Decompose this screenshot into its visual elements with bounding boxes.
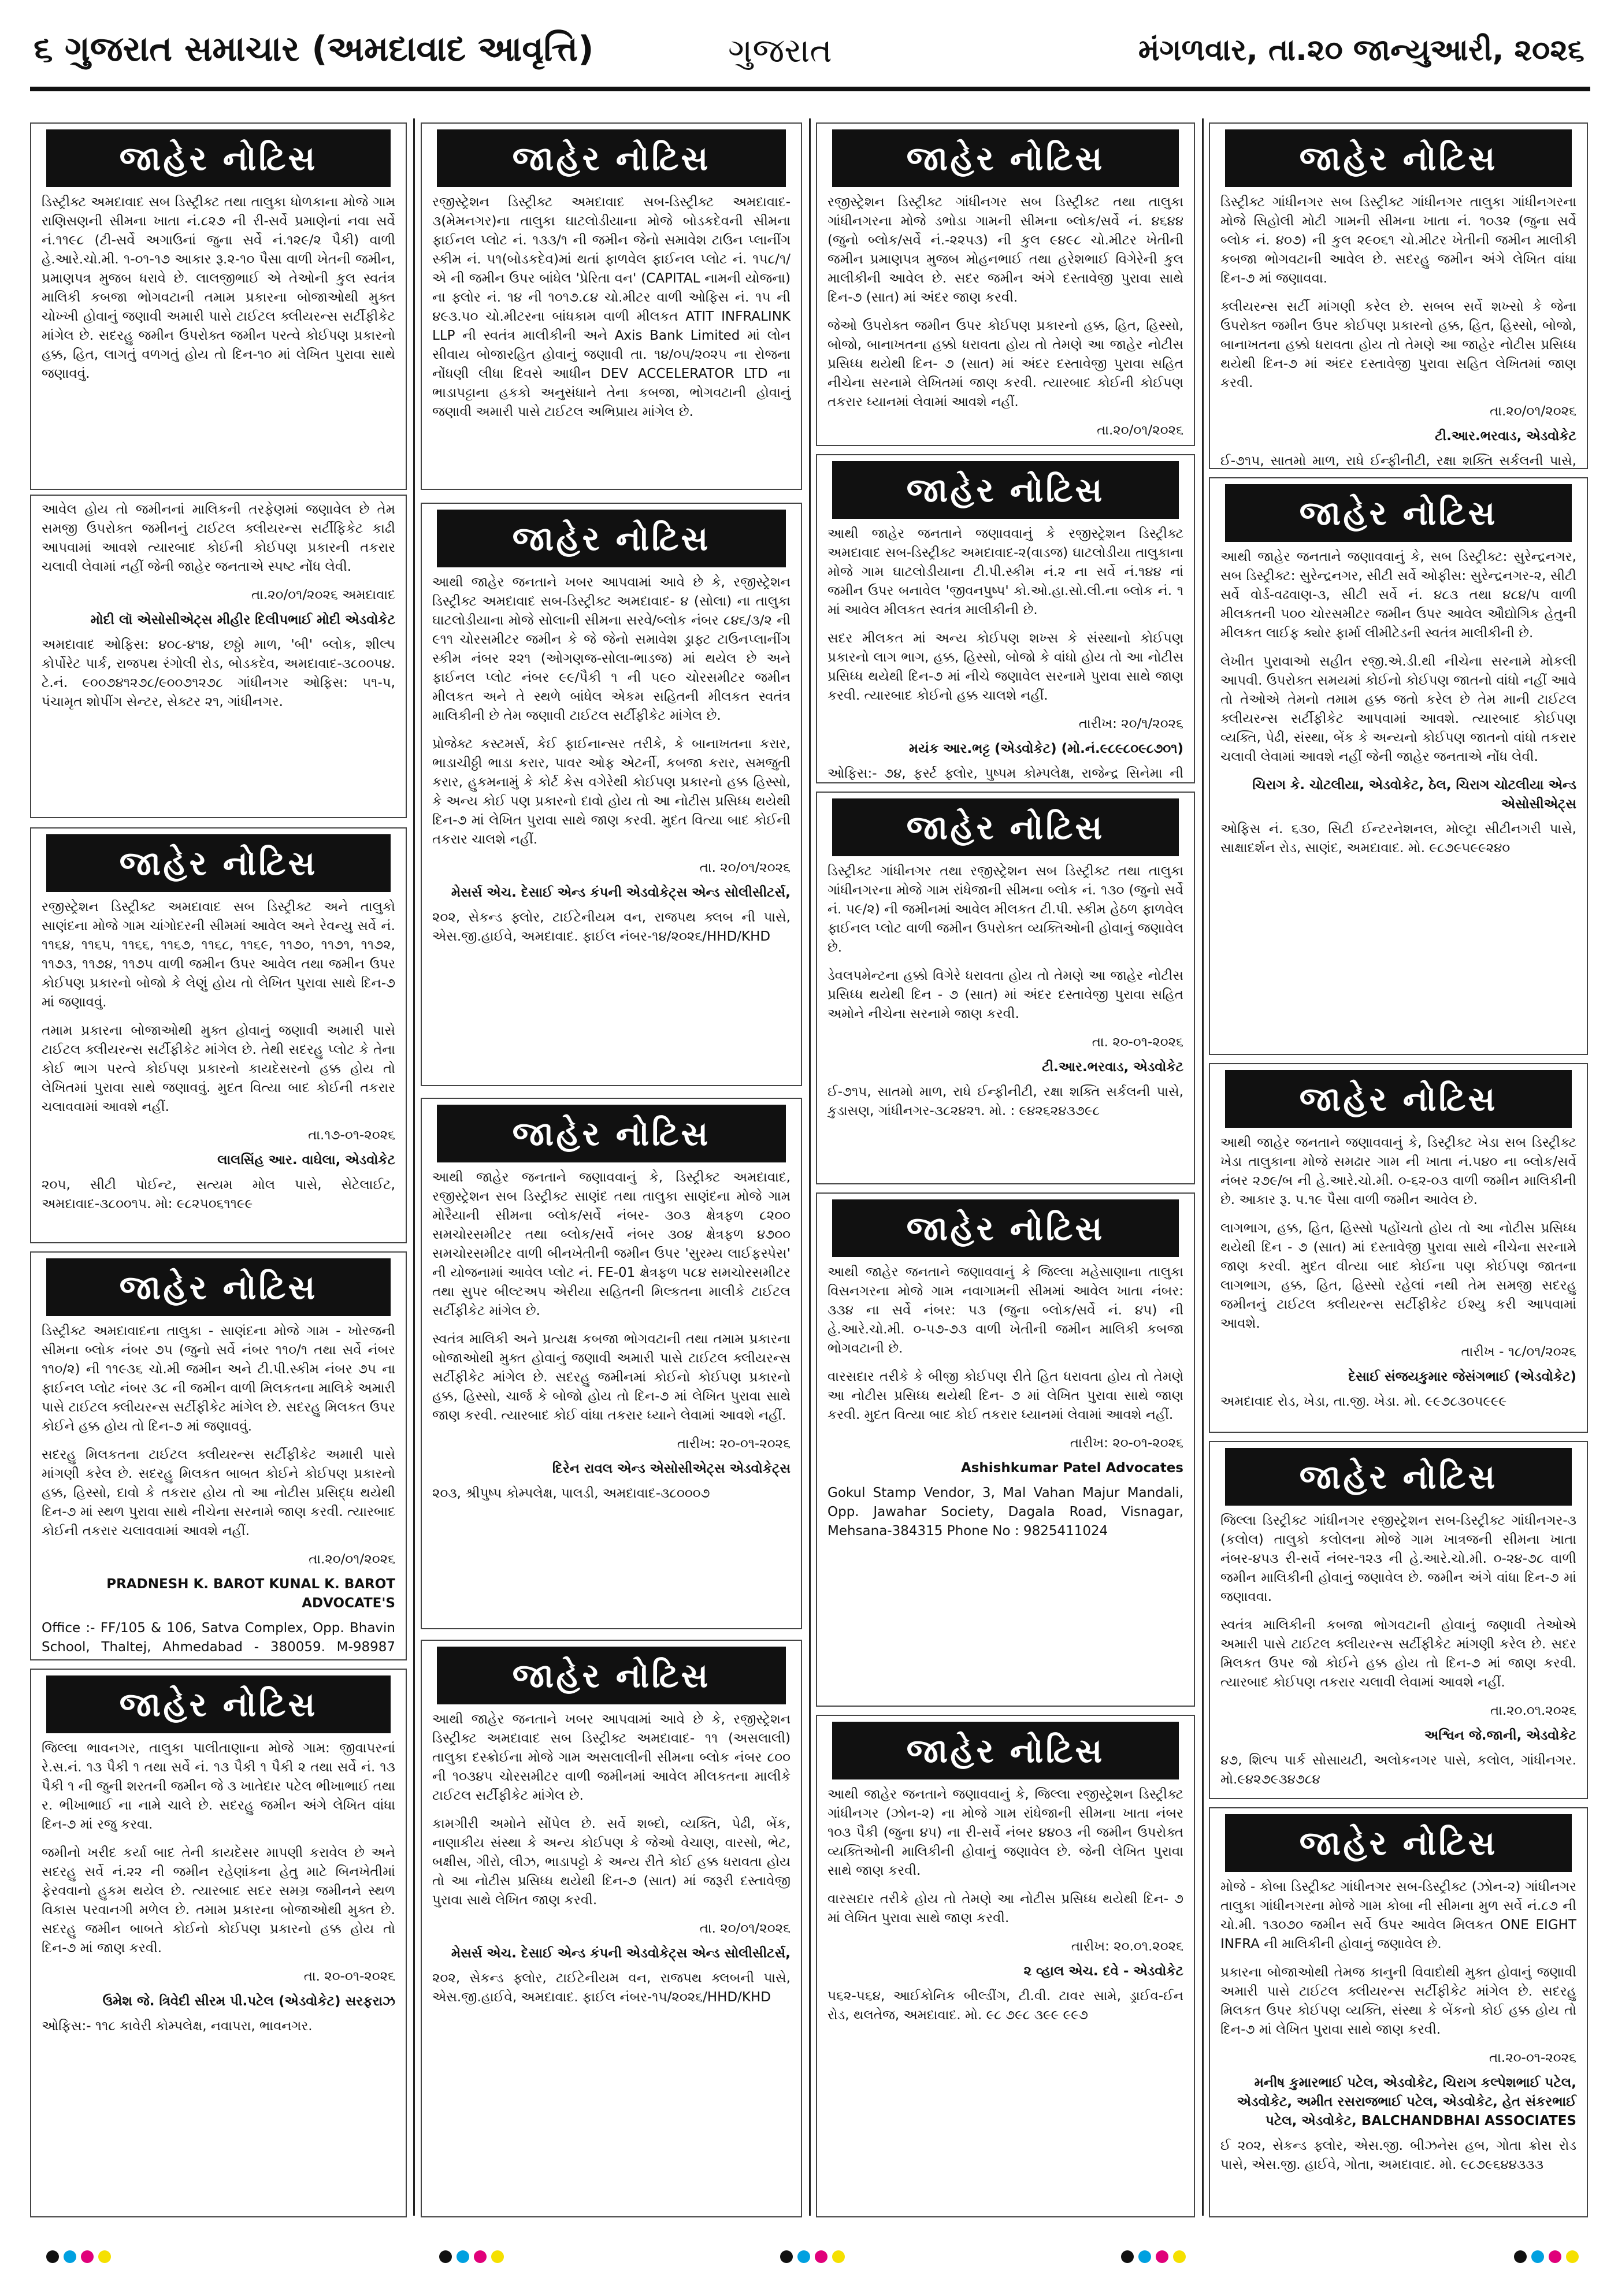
notice-title: જાહેર નોટિસ [437, 1105, 786, 1162]
public-notice [1209, 1807, 1588, 2217]
notice-address: Office :- FF/105 & 106, Satva Complex, Opp. Bhavin School, Thaltej, Ahmedabad - 380059. M-98987 [42, 1621, 395, 1655]
notice-date: તારીખ: ૨૦/૧/૨૦૨૬ [1078, 716, 1183, 731]
section-title: ગુજરાત [728, 31, 832, 70]
notice-continuation: લેખીત પુરાવાઓ સહીત રજી.એ.ડી.થી નીચેના સરનામે મોકલી આપવી. ઉપરોક્ત સમયમાં કોઈનો કોઈપણ જાતનો વાંધો નહીં આવે તો તેઓએ તેમનો તમામ હક્ક જતો કરેલ છે તેમ માની ટાઈટલ ક્લીયરન્સ સર્ટીફીકેટ આપવામાં આવશે. ત્યારબાદ કોઈપણ વ્યક્તિ, પેઢી, સંસ્થા, બેંક કે અન્યનો કોઈપણ જાતનો વાંધો તકરાર ચલાવી લેવામાં આવશે નહીં જેની જાહેર જનતાએ નોંધ લેવી. [1220, 654, 1576, 764]
notice-signatory: મયંક આર.ભટ્ટ (એડવોકેટ) (મો.નં.૯૮૯૮૦૯૮૭૦૧) [908, 741, 1183, 756]
notice-address: ઈ-૭૧૫, સાતમો માળ, રાધે ઈન્ફીનીટી, રક્ષા શક્તિ સર્કલની પાસે, [1220, 454, 1576, 469]
notice-address: ૨૦૩, શ્રીપુષ્પ કોમ્પલેક્ષ, પાલડી, અમદાવાદ-૩૮૦૦૦૭ [432, 1486, 710, 1501]
notice-continuation: આવેલ હોય તો જમીનનાં માલિકની તરફેણમાં જણાવેલ છે તેમ સમજી ઉપરોક્ત જમીનનું ટાઈટલ ક્લીયરન્સ સર્ટીફિકેટ કાઢી આપવામાં આવશે ત્યારબાદ કોઈની કોઈપણ પ્રકારની તકરાર ચલાવી લેવામાં નહીં જેની જાહેર જનતાએ સ્પષ્ટ નોંધ લેવી. [42, 502, 395, 574]
notice-continuation: સ્વતંત્ર માલિકીની કબજા ભોગવટાની હોવાનું જણાવી તેઓએ અમારી પાસે ટાઈટલ ક્લીયરન્સ સર્ટીફીકેટ માંગણી કરેલ છે. સદર મિલકત ઉપર જો કોઈને હક્ક હોય તો દિન-૭ માં જાણ કરવી. ત્યારબાદ કોઈપણ તકરાર ચલાવી લેવામાં આવશે નહીં. [1220, 1618, 1576, 1690]
notice-body: ડિસ્ટ્રીક્ટ ગાંધીનગર તથા રજીસ્ટ્રેશન સબ ડિસ્ટ્રીક્ટ તથા તાલુકા ગાંધીનગરના મોજે ગામ રાંધેજાની સીમના બ્લોક નં. ૧૩૦ (જુનો સર્વે નં. ૫૯/૨) ની જમીનમાં આવેલ મીલકત ટી.પી. સ્કીમ હેઠળ ફાળવેલ ફાઈનલ પ્લોટ વાળી જમીન ઉપરોક્ત વ્યક્તિઓની હોવાનું જણાવેલ છે. [827, 864, 1183, 955]
notice-continuation: સ્વતંત્ર માલિકી અને પ્રત્યક્ષ કબજા ભોગવટાની તથા તમામ પ્રકારના બોજાઓથી મુક્ત હોવાનું જણાવી અમારી પાસે ટાઈટલ ક્લીયરન્સ સર્ટીફીકેટ માંગેલ છે. સદરહુ જમીનમાં કોઈનો કોઈપણ પ્રકારનો હક્ક, હિસ્સો, ચાર્જ કે બોજો હોય તો દિન-૭ માં લેખિત પુરાવા સાથે જાણ કરવી. ત્યારબાદ કોઈ વાંધા તકરાર ધ્યાને લેવામાં આવશે નહીં. [432, 1332, 791, 1423]
registration-dot [64, 2250, 76, 2263]
notice-address: ૨૦૨, સેકન્ડ ફ્લોર, ટાઈટેનીયમ વન, રાજપથ ક્લબ ની પાસે, એસ.જી.હાઈવે, અમદાવાદ. ફાઈલ નંબર-૧૪/૨૦૨૬/HHD/KHD [432, 910, 791, 944]
notice-address: ઓફિસ:- ૧૧૮ કાવેરી કોમ્પલેક્ષ, નવાપરા, ભાવનગર. [42, 2019, 313, 2034]
notice-continuation: કામગીરી અમોને સોંપેલ છે. સર્વે શબ્દો, વ્યક્તિ, પેઢી, બેંક, નાણાકીય સંસ્થા કે અન્ય કોઈપણ કે જેઓ વેચાણ, વારસો, ભેટ, બક્ષીસ, ગીરો, લીઝ, ભાડાપટ્ટો કે અન્ય રીતે કોઈ હક્ક ધરાવતા હોય તો આ નોટીસ પ્રસિધ્ધ થયેથી દિન-૭ (સાત) માં જરૂરી દસ્તાવેજી પુરાવા સાથે લેખિત જાણ કરવી. [432, 1816, 791, 1908]
public-notice [1209, 1063, 1588, 1433]
registration-dot [1531, 2250, 1544, 2263]
public-notice [1209, 477, 1588, 1055]
notice-address: અમદાવાદ ઓફિસ: ૪૦૮-૪૧૪, છઠ્ઠો માળ, 'બી' બ્લોક, શીલ્પ કોર્પોરેટ પાર્ક, રાજપથ રંગોલી રોડ, બોડકદેવ, અમદાવાદ-૩૮૦૦૫૪. ટે.નં. ૯૦૦૭૪૧૨૭૮/૯૦૦૭૧૨૭૮ ગાંધીનગર ઓફિસ: ૫૧-પ, પંચામૃત શોપીંગ સેન્ટર, સેક્ટર ૨૧, ગાંધીનગર. [42, 637, 395, 709]
notice-title: જાહેર નોટિસ [46, 1675, 391, 1733]
public-notice-continued [30, 495, 407, 818]
notice-title: જાહેર નોટિસ [832, 1722, 1179, 1779]
notice-date: તા. ૨૦-૦૧-૨૦૨૬ [1092, 1035, 1183, 1050]
column-divider [1202, 118, 1204, 2216]
notice-continuation: જમીનો ખરીદ કર્યા બાદ તેની કાયદેસર માપણી કરાવેલ છે અને સદરહુ સર્વે નં.૨૨ ની જમીન રહેણાંકના હેતુ માટે બિનખેતીમાં ફેરવવાનો હુકમ થયેલ છે. ત્યારબાદ સદર સમગ્ર જમીનને સ્થળ વિકાસ પરવાનગી મળેલ છે. તમામ પ્રકારના બોજાઓથી મુક્ત છે. સદરહુ જમીન બાબતે કોઈનો કોઈપણ પ્રકારનો હક્ક હોય તો દિન-૭ માં જાણ કરવી. [42, 1845, 395, 1956]
registration-dot [474, 2250, 487, 2263]
notice-title: જાહેર નોટિસ [437, 1647, 786, 1704]
registration-dot [98, 2250, 111, 2263]
registration-dot [81, 2250, 94, 2263]
notice-title: જાહેર નોટિસ [1225, 1814, 1572, 1872]
notice-continuation: તમામ પ્રકારના બોજાઓથી મુક્ત હોવાનું જણાવી અમારી પાસે ટાઈટલ ક્લીયરન્સ સર્ટીફીકેટ માંગેલ છે. તેથી સદરહુ પ્લોટ કે તેના કોઈ ભાગ પરત્વે કોઈપણ પ્રકારનો કાયદેસરનો હક્ક હોય તો લેખિતમાં પુરાવા સાથે જણાવવું. મુદત વિત્યા બાદ કોઈની તકરાર ચલાવવામાં આવશે નહીં. [42, 1023, 395, 1114]
notice-body: રજીસ્ટ્રેશન ડિસ્ટ્રીક્ટ અમદાવાદ સબ-ડિસ્ટ્રીક્ટ અમદાવાદ- ૩(મેમનગર)ના તાલુકા ઘાટલોડીયાના મોજે બોડકદેવની સીમના ફાઈનલ પ્લોટ નં. ૧૩૩/૧ ની જમીન જેનો સમાવેશ ટાઉન પ્લાનીંગ સ્કીમ નં. ૫૧(બોડકદેવ)માં થતાં ફાળવેલ ફાઈનલ પ્લોટ નં. ૧૫૮/૧/એ ની જમીન ઉપર બાંધેલ 'પ્રેરિતા વન' (CAPITAL નામની યોજના) ના ફ્લોર નં. ૧૪ ની ૧૦૧૭.૮૪ ચો.મીટર વાળી ઓફિસ નં. ૧૫ ની ૪૯૩.૫૦ ચો.મીટરના બાંધકામ વાળી મીલકત ATIT INFRALINK LLP ની સ્વતંત્ર માલીકીની અને Axis Bank Limited માં લોન સીવાય બોજારહિત હોવાનું જણાવી તા. ૧૪/૦૫/૨૦૨૫ ના રોજના નોંધણી લીધા દિવસે આધીન DEV ACCELERATOR LTD ના ભાડાપટ્ટાના હકકો અનુસંધાને તેના કબજા, ભોગવટાની હોવાનું જણાવી અમારી પાસે ટાઈટલ અભિપ્રાય માંગેલ છે. [432, 195, 791, 419]
registration-dot [1514, 2250, 1527, 2263]
notice-title: જાહેર નોટિસ [832, 1199, 1179, 1257]
notice-continuation: સદર મીલકત માં અન્ય કોઈપણ શખ્સ કે સંસ્થાનો કોઈપણ પ્રકારનો લાગ ભાગ, હક્ક, હિસ્સો, બોજો કે વાંધો હોય તો આ નોટીસ પ્રસિધ્ધ થયેથી દિન-૭ માં નીચે જણાવેલ સરનામે પુરાવા સાથે જાણ કરવી. ત્યારબાદ કોઈનો હક્ક ચાલશે નહીં. [827, 631, 1183, 703]
registration-dot [439, 2250, 452, 2263]
notice-address: ૨૦૫, સીટી પોઈન્ટ, સત્યમ મોલ પાસે, સેટેલાઈટ, અમદાવાદ-૩૮૦૦૧૫. મો: ૯૮૨૫૦૬૧૧૯૯ [42, 1177, 395, 1212]
registration-dot [797, 2250, 810, 2263]
notice-body: આથી જાહેર જનતાને જણાવવાનું કે, ડિસ્ટ્રીક્ટ ખેડા સબ ડિસ્ટ્રીક્ટ ખેડા તાલુકાના મોજે સમઢાર ગામ ની ખાતા નં.૫૪૦ ના બ્લોક/સર્વે નંબર ૨૭૯/બ ની હે.આરે.ચો.મી. ૦-૬૨-૦૩ વાળી જમીન માલિકીની છે. આકાર રૂ. ૫.૧૯ પૈસા વાળી જમીન આવેલ છે. [1220, 1135, 1576, 1208]
registration-dot [1173, 2250, 1186, 2263]
page-number: ૬ [34, 29, 53, 69]
public-notice [30, 1669, 407, 2217]
notice-title: જાહેર નોટિસ [46, 129, 391, 187]
notice-date: તારીખ: ૨૦-૦૧-૨૦૨૬ [677, 1436, 791, 1451]
public-notice [421, 1098, 802, 1629]
notice-continuation: પ્રોજેક્ટ કસ્ટમર્સ, કેઈ ફાઈનાન્સર તરીકે, કે બાનાખતના કરાર, ભાડાચીઠ્ઠી ભાડા કરાર, પાવર ઓફ એટર્ની, કબજા કરાર, સમજુતી કરાર, હુકમનામું કે કોર્ટ કેસ વગેરેથી કોઈપણ પ્રકારનો હક્ક હિસ્સો, કે અન્ય કોઈ પણ પ્રકારનો દાવો હોય તો આ નોટીસ પ્રસિધ્ધ થયેથી દિન-૭ માં લેખિત પુરાવા સાથે જાણ કરવી. મુદત વિત્યા બાદ કોઈની તકરાર ચાલશે નહીં. [432, 737, 791, 847]
registration-dot [457, 2250, 469, 2263]
registration-dot [1138, 2250, 1151, 2263]
notice-address: ૨૦૨, સેકન્ડ ફ્લોર, ટાઈટેનીયમ વન, રાજપથ ક્લબની પાસે, એસ.જી.હાઈવે, અમદાવાદ. ફાઈલ નંબર-૧૫/૨૦૨૬/HHD/KHD [432, 1971, 791, 2005]
notice-date: તા.૧૭-૦૧-૨૦૨૬ [308, 1128, 395, 1143]
public-notice [30, 1251, 407, 1660]
notice-address: ૪૭, શિલ્પ પાર્ક સોસાયટી, અલોકનગર પાસે, કલોલ, ગાંધીનગર. મો.૯૪૨૭૯૩૪૭૮૪ [1220, 1753, 1576, 1787]
notice-address: અમદાવાદ રોડ, ખેડા, તા.જી. ખેડા. મો. ૯૯૭૮૩૦૫૯૯૯ [1220, 1394, 1507, 1409]
notice-signatory: ઉમેશ જે. ત્રિવેદી સીરમ પી.પટેલ (એડવોકેટ) સરફરાઝ [102, 1994, 395, 2009]
notice-title: જાહેર નોટિસ [46, 1258, 391, 1316]
notice-continuation: ક્લીયરન્સ સર્ટી માંગણી કરેલ છે. સબબ સર્વે શખ્સો કે જેના ઉપરોક્ત જમીન ઉપર કોઈપણ પ્રકારનો હક્ક, હિત, હિસ્સો, બોજો, બાનાખતના હક્કો ધરાવતા હોય તો તેમણે આ જાહેર નોટીસ પ્રસિધ્ધ થયેથી દિન-૭ માં અંદર દસ્તાવેજી પુરાવા સહિત લેખિતમાં જાણ કરવી. [1220, 299, 1576, 391]
newspaper-title: ગુજરાત સમાચાર (અમદાવાદ આવૃત્તિ) [65, 29, 594, 69]
notice-signatory: મોદી લૉ એસોસીએટ્સ મીહીર દિલીપભાઈ મોદી એડવોકેટ [90, 612, 395, 627]
notice-continuation: વારસદાર તરીકે કે બીજી કોઈપણ રીતે હિત ધરાવતા હોય તો તેમણે આ નોટીસ પ્રસિધ્ધ થયેથી દિન- ૭ માં લેખિત પુરાવા સાથે જાણ કરવી. મુદત વિત્યા બાદ કોઈ તકરાર ધ્યાનમાં લેવામાં આવશે નહીં. [827, 1369, 1183, 1422]
notice-address: ઈ-૭૧૫, સાતમો માળ, રાધે ઈન્ફીનીટી, રક્ષા શક્તિ સર્કલની પાસે, કુડાસણ, ગાંધીનગર-૩૮૨૪૨૧. મો. : ૯૪૨૬૨૪૩૭૯૮ [827, 1084, 1183, 1119]
notice-signatory: અશ્વિન જે.જાની, એડવોકેટ [1424, 1728, 1576, 1743]
notice-body: મોજે - કોબા ડિસ્ટ્રીક્ટ ગાંધીનગર સબ-ડિસ્ટ્રીક્ટ (ઝોન-૨) ગાંધીનગર તાલુકા ગાંધીનગરના મોજે ગામ કોબા ની સીમના મુળ સર્વે નં.૮૭ ની ચો.મી. ૧૩૦૭૦ જમીન સર્વે ઉપર આવેલ મિલકત ONE EIGHT INFRA ની માલિકીની હોવાનું જણાવેલ છે. [1220, 1879, 1576, 1952]
public-notice [816, 122, 1195, 446]
notice-date: તા. ૨૦/૦૧/૨૦૨૬ [699, 1921, 791, 1936]
notice-continuation: સદરહુ મિલકતના ટાઈટલ ક્લીયરન્સ સર્ટીફીકેટ અમારી પાસે માંગણી કરેલ છે. સદરહુ મિલકત બાબત કોઈને કોઈપણ પ્રકારનો હક્ક, હિસ્સો, દાવો કે તકરાર હોય તો આ નોટીસ પ્રસિદ્ધ થયેથી દિન-૭ માં સ્થળ પુરાવા સાથે નીચેના સરનામે જાણ કરવી. ત્યારબાદ કોઈની તકરાર ચલાવવામાં આવશે નહીં. [42, 1447, 395, 1539]
notice-body: ડિસ્ટ્રીક્ટ ગાંધીનગર સબ ડિસ્ટ્રીક્ટ ગાંધીનગર તાલુકા ગાંધીનગરના મોજે સિહોલી મોટી ગામની સીમના ખાતા નં. ૧૦૩૨ (જુના સર્વે બ્લોક નં. ૪૦૭) ની કુલ ૨૯૦૬૧ ચો.મીટર ખેતીની જમીન માલીકી કબજા ભોગવટાની આવેલ છે. સદરહુ જમીન અંગે લેખિત વાંધા દિન-૭ માં જણાવવા. [1220, 195, 1576, 286]
notice-address: ઓફિસ:- ૭૪, ફર્સ્ટ ફ્લોર, પુષ્પમ કોમ્પલેક્ષ, રાજેન્દ્ર સિનેમા ની [827, 766, 1183, 781]
public-notice [30, 827, 407, 1243]
notice-signatory: ટી.આર.ભરવાડ, એડવોકેટ [1042, 1060, 1183, 1075]
notice-continuation: વારસદાર તરીકે હોય તો તેમણે આ નોટીસ પ્રસિધ્ધ થયેથી દિન- ૭ માં લેખિત પુરાવા સાથે જાણ કરવી. [827, 1892, 1183, 1926]
notice-signatory: દેસાઈ સંજયકુમાર જેસંગભાઈ (એડવોકેટ) [1348, 1369, 1576, 1384]
notice-continuation: લાગભાગ, હક્ક, હિત, હિસ્સો પહોંચતો હોય તો આ નોટીસ પ્રસિધ્ધ થયેથી દિન - ૭ (સાત) માં દસ્તાવેજી પુરાવા સાથે નીચેના સરનામે જાણ કરવી. મુદત વીત્યા બાદ કોઈના પણ કોઈપણ જાતના લાગભાગ, હક્ક, હિત, હિસ્સો રહેલાં નથી તેમ સમજી સદરહુ જમીનનું ટાઈટલ ક્લીયરન્સ સર્ટીફીકેટ ઈશ્યુ કરી આપવામાં આવશે. [1220, 1221, 1576, 1331]
notice-date: તા.૨૦/૦૧/૨૦૨૬ [309, 1552, 395, 1567]
registration-dot [1156, 2250, 1168, 2263]
notice-body: ડિસ્ટ્રીક્ટ અમદાવાદ સબ ડિસ્ટ્રીક્ટ તથા તાલુકા ધોળકાના મોજે ગામ રાણિસણની સીમના ખાતા નં.૮૨૭ ની રી-સર્વે પ્રમાણેનાં નવા સર્વે નં.૧૧૯૮ (ટી-સર્વે અગાઉનાં જુના સર્વે નં.૧૨૯/૨ પૈકી) વાળી હે.આરે.ચો.મી. ૧-૦૧-૧૭ આકાર રૂ.૨-૧૦ પૈસા વાળી ખેતની જમીન, પ્રમાણપત્ર મુજબ ધરાવે છે. લાલજીભાઈ એ તેઓની કુલ સ્વતંત્ર માલિકી કબજા ભોગવટાની તમામ પ્રકારના બોજાઓથી મુક્ત ચોખ્ખી હોવાનું જણાવી અમારી પાસે ટાઈટલ ક્લીયરન્સ સર્ટીફીકેટ માંગેલ છે. સદરહુ જમીન ઉપરોક્ત જમીન પરત્વે કોઈપણ પ્રકારનો હક્ક, હિત, લાગતું વળગતું હોય તો દિન-૧૦ માં લેખિત પુરાવા સાથે જણાવવું. [42, 195, 395, 381]
column-divider [413, 118, 415, 2216]
notice-date: તા.૨૦/૦૧/૨૦૨૬ અમદાવાદ [251, 588, 395, 603]
notice-body: ડિસ્ટ્રીક્ટ અમદાવાદના તાલુકા - સાણંદના મોજે ગામ - ખોરજની સીમના બ્લોક નંબર ૭૫ (જુનો સર્વે નંબર ૧૧૦/૧ તથા સર્વે નંબર ૧૧૦/૨) ની ૧૧૯૩૬ ચો.મી જમીન અને ટી.પી.સ્કીમ નંબર ૭૫ ના ફાઈનલ પ્લોટ નંબર ૩૮ ની જમીન વાળી મિલકતના માલિકે અમારી પાસે ટાઈટલ ક્લીયરન્સ સર્ટીફીકેટ માંગેલ છે. સદરહુ મિલકત ઉપર કોઈને હક્ક હોય તો દિન-૭ માં જણાવવું. [42, 1324, 395, 1434]
print-registration-bar [0, 2230, 1618, 2296]
notice-date: તા.૨૦-૦૧-૨૦૨૬ [1489, 2050, 1576, 2065]
notice-body: રજીસ્ટ્રેશન ડિસ્ટ્રીક્ટ ગાંધીનગર સબ ડિસ્ટ્રીક્ટ તથા તાલુકા ગાંધીનગરના મોજે ડભોડા ગામની સીમના બ્લોક/સર્વે નં. ૪૬૪૪ (જુનો બ્લોક/સર્વે નં.-૨૨૫૩) ની કુલ ૯૪૯૮ ચો.મીટર ખેતીની જમીન પ્રમાણપત્ર મુજબ મોહનભાઈ તથા હરેશભાઈ વિગેરેની કુલ માલીકીની આવેલ છે. સદર જમીન અંગે દસ્તાવેજી પુરાવા સાથે દિન-૭ (સાત) માં અંદર જાણ કરવી. [827, 195, 1183, 305]
notice-address: ઓફિસ નં. ૬૩૦, સિટી ઈન્ટરનેશનલ, મોલ્ટ્રા સીટીનગરી પાસે, સાક્ષાદર્શન રોડ, સાણંદ, અમદાવાદ. મો. ૯૮૭૯૫૯૯૨૪૦ [1220, 822, 1576, 856]
public-notice [421, 503, 802, 1086]
notice-signatory: Ashishkumar Patel Advocates [960, 1461, 1183, 1476]
registration-dot [815, 2250, 827, 2263]
notice-date: તા.૨૦/૦૧/૨૦૨૬ [1490, 404, 1576, 419]
notice-title: જાહેર નોટિસ [1225, 484, 1572, 542]
registration-dot [1566, 2250, 1579, 2263]
notice-body: આથી જાહેર જનતાને જણાવવાનું કે, જિલ્લા રજીસ્ટ્રેશન ડિસ્ટ્રીક્ટ ગાંધીનગર (ઝોન-૨) ના મોજે ગામ રાંધેજાની સીમના ખાતા નંબર ૧૦૩ પૈકી (જુના ૪૫) ના રી-સર્વે નંબર ૪૪૦૩ ની જમીન ઉપરોક્ત વ્યક્તિઓની માલિકીની હોવાનું જણાવેલ છે. જેની લેખિત પુરાવા સાથે જાણ કરવી. [827, 1787, 1183, 1878]
notice-signatory: મનીષ કુમારભાઈ પટેલ, એડવોકેટ, ચિરાગ કલ્પેશભાઈ પટેલ, એડવોકેટ, અમીત રસરાજભાઈ પટેલ, એડવોકેટ, હેત સંકરભાઈ પટેલ, એડવોકેટ, BALCHANDBHAI ASSOCIATES [1237, 2075, 1576, 2128]
notice-address: Gokul Stamp Vendor, 3, Mal Vahan Majur Mandali, Opp. Jawahar Society, Dagala Road, Visnagar, Mehsana-384315 Phone No : 9825411024 [827, 1485, 1183, 1539]
notice-body: જિલ્લા ભાવનગર, તાલુકા પાલીતાણાના મોજે ગામ: જીવાપરનાં રે.સ.નં. ૧૩ પૈકી ૧ તથા સર્વે નં. ૧૩ પૈકી ૧ પૈકી ૨ તથા સર્વે નં. ૧૩ પૈકી ૧ ની જુની શરતની જમીન જે ૩ ખાતેદાર પટેલ ભીખાભાઈ તથા ર. ભીખાભાઈ ના નામે ચાલે છે. સદરહુ જમીન અંગે લેખિત વાંધા દિન-૭ માં રજુ કરવા. [42, 1741, 395, 1832]
notice-body: આથી જાહેર જનતાને જણાવવાનું કે જિલ્લા મહેસાણાના તાલુકા વિસનગરના મોજે ગામ નવાગામની સીમમાં આવેલ ખાતા નંબર: ૩૩૪ ના સર્વે નંબર: ૫૩ (જુના બ્લોક/સર્વે નં. ૪૫) ની હે.આરે.ચો.મી. ૦-૫૭-૭૩ વાળી ખેતીની જમીન માલિકી કબજા ભોગવટાની છે. [827, 1265, 1183, 1356]
notice-signatory: મેસર્સ એચ. દેસાઈ એન્ડ કંપની એડવોકેટ્સ એન્ડ સોલીસીટર્સ, [451, 1946, 791, 1961]
notice-signatory: ટી.આર.ભરવાડ, એડવોકેટ [1435, 429, 1576, 444]
notice-signatory: દિરેન રાવલ એન્ડ એસોસીએટ્સ એડવોકેટ્સ [552, 1461, 791, 1476]
public-notice [816, 454, 1195, 783]
public-notice [816, 1715, 1195, 2217]
notice-title: જાહેર નોટિસ [832, 798, 1179, 856]
public-notice [816, 792, 1195, 1184]
notice-signatory: ચિરાગ કે. ચોટલીયા, એડવોકેટ, ઠેલ, ચિરાગ ચોટલીયા એન્ડ એસોસીએટ્સ [1252, 778, 1576, 812]
notice-body: આથી જાહેર જનતાને ખબર આપવામાં આવે છે કે, રજીસ્ટ્રેશન ડિસ્ટ્રીક્ટ અમદાવાદ સબ ડિસ્ટ્રીક્ટ અમદાવાદ- ૧૧ (અસલાલી) તાલુકા દસ્ક્રોઈના મોજે ગામ અસલાલીની સીમના બ્લોક નંબર ૮૦૦ ની ૧૦૩૪૫ ચોરસમીટર વાળી જમીનમાં આવેલ મીલકતના માલીકે ટાઈટલ સર્ટીફીકેટ માંગેલ છે. [432, 1712, 791, 1803]
notice-body: આથી જાહેર જનતાને જણાવવાનું કે, ડિસ્ટ્રીક્ટ અમદાવાદ, રજીસ્ટ્રેશન સબ ડિસ્ટ્રીક્ટ સાણંદ તથા તાલુકા સાણંદના મોજે ગામ મોરૈયાની સીમના બ્લોક/સર્વે નંબર- ૩૦૩ ક્ષેત્રફળ ૮૨૦૦ સમચોરસમીટર તથા બ્લોક/સર્વે નંબર ૩૦૪ ક્ષેત્રફળ ૪૭૦૦ સમચોરસમીટર વાળી બીનખેતીની જમીન ઉપર 'સુરમ્ય લાઈફસ્પેસ' ની યોજનામાં આવેલ પ્લોટ નં. FE-01 ક્ષેત્રફળ ૫૮૪ સમચોરસમીટર તથા સુપર બીલ્ટઅપ એરીયા સહિતની મિલ્કતના માલીકે ટાઈટલ સર્ટીફીકેટ માંગેલ છે. [432, 1170, 791, 1318]
notice-signatory: લાલસિંહ આર. વાઘેલા, એડવોકેટ [217, 1153, 395, 1168]
notice-continuation: પ્રકારના બોજાઓથી તેમજ કાનુની વિવાદોથી મુક્ત હોવાનું જણાવી અમારી પાસે ટાઈટલ ક્લીયરન્સ સર્ટીફીકેટ માંગેલ છે. સદરહુ મિલકત ઉપર કોઈપણ વ્યક્તિ, સંસ્થા કે બેંકનો કોઈ હક્ક હોય તો દિન-૭ માં લેખિત પુરાવા સાથે જાણ કરવી. [1220, 1965, 1576, 2037]
registration-dot [780, 2250, 793, 2263]
notice-title: જાહેર નોટિસ [1225, 129, 1572, 187]
notice-body: આથી જાહેર જનતાને જણાવવાનું કે રજીસ્ટ્રેશન ડિસ્ટ્રીક્ટ અમદાવાદ સબ-ડિસ્ટ્રીક્ટ અમદાવાદ-૨(વાડજ) ઘાટલોડીયા તાલુકાના મોજે ગામ ઘાટલોડીયાના ટી.પી.સ્કીમ નં.૨ ના સર્વે નં.૧૪૪ નાં જમીન ઉપર બનાવેલ 'જીવનપુષ્પ' કો.ઓ.હા.સો.લી.ના બ્લોક નં. ૧ માં આવેલ મીલકત સ્વતંત્ર માલીકીની છે. [827, 526, 1183, 618]
notice-title: જાહેર નોટિસ [1225, 1448, 1572, 1506]
notice-date: તા. ૨૦-૦૧-૨૦૨૬ [303, 1969, 395, 1984]
notice-date: તા.૨૦/૦૧/૨૦૨૬ [1097, 423, 1183, 438]
notice-body: આથી જાહેર જનતાને જણાવવાનું કે, સબ ડિસ્ટ્રીક્ટ: સુરેન્દ્રનગર, સબ ડિસ્ટ્રીક્ટ: સુરેન્દ્રનગર, સીટી સર્વે ઓફીસ: સુરેન્દ્રનગર-૨, સીટી સર્વે વોર્ડ-વઢવાણ-૩, સીટી સર્વે નં. ૪૮૩ તથા ૪૮૪/૫ વાળી મીલકતની ૫૦૦ ચોરસમીટર જમીન ઉપર આવેલ ઔદ્યોગિક હેતુની મીલકત લાઈફ ક્યોર ફાર્મા લીમીટેડની સ્વતંત્ર માલીકીની છે. [1220, 549, 1576, 641]
registration-dot [1121, 2250, 1134, 2263]
notice-date: તા.૨૦.૦૧.૨૦૨૬ [1490, 1703, 1576, 1718]
column-divider [809, 118, 811, 2216]
notice-continuation: ડેવલપમેન્ટના હક્કો વિગેરે ધરાવતા હોય તો તેમણે આ જાહેર નોટીસ પ્રસિધ્ધ થયેથી દિન - ૭ (સાત) માં અંદર દસ્તાવેજી પુરાવા સહિત અમોને નીચેના સરનામે જાણ કરવી. [827, 968, 1183, 1021]
notice-continuation: જેઓ ઉપરોક્ત જમીન ઉપર કોઈપણ પ્રકારનો હક્ક, હિત, હિસ્સો, બોજો, બાનાખતના હક્કો ધરાવતા હોય તો તેમણે આ જાહેર નોટીસ પ્રસિધ્ધ થયેથી દિન- ૭ (સાત) માં અંદર દસ્તાવેજી પુરાવા સહિત નીચેના સરનામે લેખિતમાં જાણ કરવી. ત્યારબાદ કોઈની કોઈપણ તકરાર ધ્યાનમાં લેવામાં આવશે નહીં. [827, 318, 1183, 410]
public-notice [816, 1192, 1195, 1707]
public-notice [30, 122, 407, 490]
notice-body: રજીસ્ટ્રેશન ડિસ્ટ્રીક્ટ અમદાવાદ સબ ડિસ્ટ્રીક્ટ અને તાલુકો સાણંદના મોજે ગામ ચાંગોદરની સીમમાં આવેલ અને રેવન્યુ સર્વે નં. ૧૧૬૪, ૧૧૬૫, ૧૧૬૬, ૧૧૬૭, ૧૧૬૮, ૧૧૬૯, ૧૧૭૦, ૧૧૭૧, ૧૧૭૨, ૧૧૭૩, ૧૧૭૪, ૧૧૭૫ વાળી જમીન ઉપર આવેલ તથા જમીન ઉપર કોઈપણ પ્રકારનો બોજો કે લેણું હોય તો લેખિત પુરાવા સાથે દિન-૭ માં જણાવવું. [42, 900, 395, 1010]
registration-dot [1549, 2250, 1561, 2263]
public-notice [1209, 1441, 1588, 1799]
notice-title: જાહેર નોટિસ [832, 129, 1179, 187]
notice-date: તા. ૨૦/૦૧/૨૦૨૬ [699, 860, 791, 875]
notice-title: જાહેર નોટિસ [46, 834, 391, 892]
registration-dot [46, 2250, 59, 2263]
notice-title: જાહેર નોટિસ [437, 129, 786, 187]
notice-continuation-column [613, 122, 802, 490]
masthead-rule [30, 87, 1590, 91]
notice-body: જિલ્લા ડિસ્ટ્રીક્ટ ગાંધીનગર રજીસ્ટ્રેશન સબ-ડિસ્ટ્રીક્ટ ગાંધીનગર-૩ (કલોલ) તાલુકો કલોલના મોજે ગામ ખાત્રજની સીમના ખાતા નંબર-૪૫૩ રી-સર્વે નંબર-૧૨૩ ની હે.આરે.ચો.મી. ૦-૨૪-૭૮ વાળી જમીન માલિકીની હોવાનું જણાવેલ છે. જમીન અંગે વાંધા દિન-૭ માં જણાવવા. [1220, 1513, 1576, 1604]
notice-date: તારીખ: ૨૦-૦૧-૨૦૨૬ [1070, 1436, 1183, 1451]
notice-date: તારીખ: ૨૦.૦૧.૨૦૨૬ [1071, 1939, 1183, 1954]
notice-title: જાહેર નોટિસ [437, 510, 786, 567]
registration-dot [491, 2250, 504, 2263]
issue-date: મંગળવાર, તા.૨૦ જાન્યુઆરી, ૨૦૨૬ [1138, 33, 1584, 68]
notice-body: આથી જાહેર જનતાને ખબર આપવામાં આવે છે કે, રજીસ્ટ્રેશન ડિસ્ટ્રીક્ટ અમદાવાદ સબ-ડિસ્ટ્રીક્ટ અમદાવાદ- ૪ (સોલા) ના તાલુકા ઘાટલોડીયાના મોજે સોલાની સીમના સરવે/બ્લોક નંબર ૮૪૬/૩/૨ ની ૯૧૧ ચોરસમીટર જમીન કે જે જેનો સમાવેશ ડ્રાફ્ટ ટાઉનપ્લાનીંગ સ્કીમ નંબર ૨૨૧ (ઓગણજ-સોલા-ભાડજ) માં થયેલ છે અને ફાઈનલ પ્લોટ નંબર ૯૯/પૈકી ૧ ની ૫૯૦ ચોરસમીટર જમીન મીલકત અને તે સ્થળે બાંધેલ એકમ સહિતની મીલકત સ્વતંત્ર માલિકીની છે તેમ જણાવી ટાઈટલ સર્ટીફીકેટ માંગેલ છે. [432, 575, 791, 723]
notice-signatory: PRADNESH K. BAROT KUNAL K. BAROT ADVOCATE'S [106, 1577, 395, 1611]
public-notice [1209, 122, 1588, 469]
masthead [0, 0, 1618, 113]
notice-address: ૫૬૨-૫૬૪, આઈકોનિક બીલ્ડીંગ, ટી.વી. ટાવર સામે, ડ્રાઈવ-ઈન રોડ, થલતેજ, અમદાવાદ. મો. ૯૮ ૭૯૮ ૩૯૯ ૯૯૭ [827, 1989, 1183, 2023]
notice-date: તારીખ - ૧૮/૦૧/૨૦૨૬ [1461, 1344, 1576, 1359]
public-notice [421, 1640, 802, 2217]
notice-title: જાહેર નોટિસ [832, 461, 1179, 519]
notice-title: જાહેર નોટિસ [1225, 1070, 1572, 1128]
registration-dot [832, 2250, 845, 2263]
notice-signatory: મેસર્સ એચ. દેસાઈ એન્ડ કંપની એડવોકેટ્સ એન્ડ સોલીસીટર્સ, [451, 885, 791, 900]
notice-signatory: ૨ વ્હાલ એચ. દવે - એડવોકેટ [1023, 1964, 1183, 1979]
notice-address: ઈ ૨૦૨, સેકન્ડ ફ્લોર, એસ.જી. બીઝનેસ હબ, ગોતા ક્રોસ રોડ પાસે, એસ.જી. હાઈવે, ગોતા, અમદાવાદ. મો. ૯૮૭૯૬૪૪૩૩૩ [1220, 2138, 1576, 2172]
